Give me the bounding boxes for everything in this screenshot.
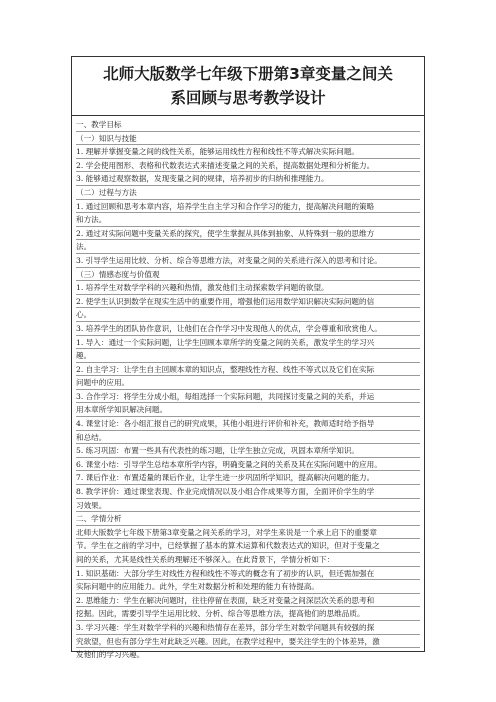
- text-line: 挖掘。因此，需要引导学生运用比较、分析、综合等思维方法，提高他们的思维品质。: [76, 607, 420, 621]
- text-line: 2. 思维能力：学生在解决问题时，往往停留在表面，缺乏对变量之间深层次关系的思考和: [76, 594, 420, 608]
- text-line: 一、教学目标: [76, 118, 420, 132]
- text-line: 1. 知识基础：大部分学生对线性方程和线性不等式的概念有了初步的认识，但还需加强在: [76, 567, 420, 581]
- text-line: 2. 通过对实际问题中变量关系的探究，使学生掌握从具体到抽象、从特殊到一般的思维方: [76, 227, 420, 241]
- document-title: [72, 57, 424, 116]
- text-line: （三）情感态度与价值观: [76, 268, 420, 282]
- text-line: 5. 练习巩固：布置一些具有代表性的练习题，让学生独立完成，巩固本章所学知识。: [76, 444, 420, 458]
- text-line: 3. 能够通过观察数据，发现变量之间的规律，培养初步的归纳和推理能力。: [76, 172, 420, 186]
- text-line: 2. 自主学习：让学生自主回顾本章的知识点，整理线性方程、线性不等式以及它们在实际: [76, 363, 420, 377]
- text-line: （一）知识与技能: [76, 132, 420, 146]
- text-line: 6. 课堂小结：引导学生总结本章所学内容，明确变量之间的关系及其在实际问题中的应用。: [76, 458, 420, 472]
- text-line: 趣。: [76, 349, 420, 363]
- text-line: 问题中的应用。: [76, 376, 420, 390]
- document-frame: [71, 56, 425, 660]
- text-line: 7. 课后作业：布置适量的课后作业，让学生进一步巩固所学知识，提高解决问题的能力。: [76, 471, 420, 485]
- text-line: 习效果。: [76, 499, 420, 513]
- text-line: 4. 课堂讨论：各小组汇报自己的研究成果，其他小组进行评价和补充，教师适时给予指导: [76, 417, 420, 431]
- text-line: 间的关系，尤其是线性关系的理解还不够深入。在此背景下，学情分析如下：: [76, 553, 420, 567]
- text-line: 北师大版数学七年级下册第3章变量之间关系的学习，对学生来说是一个承上启下的重要章: [76, 526, 420, 540]
- text-line: 发他们的学习兴趣。: [76, 650, 145, 660]
- text-line: 3. 引导学生运用比较、分析、综合等思维方法，对变量之间的关系进行深入的思考和讨论。: [76, 254, 420, 268]
- text-line: 和方法。: [76, 213, 420, 227]
- text-line: 节。学生在之前的学习中，已经掌握了基本的算术运算和代数表达式的知识，但对于变量之: [76, 539, 420, 553]
- text-line: 究欲望，但也有部分学生对此缺乏兴趣。因此，在教学过程中，要关注学生的个体差异，激: [76, 635, 420, 649]
- text-line: 1. 通过回顾和思考本章内容，培养学生自主学习和合作学习的能力，提高解决问题的策略: [76, 200, 420, 214]
- title-line-2: 系回顾与思考教学设计: [170, 89, 326, 107]
- text-line: 1. 理解并掌握变量之间的线性关系，能够运用线性方程和线性不等式解决实际问题。: [76, 145, 420, 159]
- text-line: 和总结。: [76, 431, 420, 445]
- text-line: 法。: [76, 240, 420, 254]
- text-line: （二）过程与方法: [76, 186, 420, 200]
- text-line: 3. 学习兴趣：学生对数学学科的兴趣和热情存在差异，部分学生对数学问题具有较强的探: [76, 621, 420, 635]
- text-line: 用本章所学知识解决问题。: [76, 403, 420, 417]
- document-body: [72, 116, 424, 662]
- text-line: 2. 学会使用图形、表格和代数表达式来描述变量之间的关系，提高数据处理和分析能力。: [76, 159, 420, 173]
- text-line: 二、学情分析: [76, 512, 420, 526]
- text-line: 8. 教学评价：通过课堂表现、作业完成情况以及小组合作成果等方面，全面评价学生的学: [76, 485, 420, 499]
- text-line: 3. 培养学生的团队协作意识，让他们在合作学习中发现他人的优点，学会尊重和欣赏他人。: [76, 322, 420, 336]
- text-line: 1. 导入：通过一个实际问题，让学生回顾本章所学的变量之间的关系，激发学生的学习兴: [76, 336, 420, 350]
- text-line: 1. 培养学生对数学学科的兴趣和热情，激发他们主动探索数学问题的欲望。: [76, 281, 420, 295]
- text-line: 实际问题中的应用能力。此外，学生对数据分析和处理的能力有待提高。: [76, 580, 420, 594]
- title-line-1: 北师大版数学七年级下册第3章变量之间关: [103, 65, 393, 83]
- text-line: 3. 合作学习：将学生分成小组，每组选择一个实际问题，共同探讨变量之间的关系，并运: [76, 390, 420, 404]
- text-line: 2. 使学生认识到数学在现实生活中的重要作用，增强他们运用数学知识解决实际问题的信: [76, 295, 420, 309]
- text-line: 心。: [76, 308, 420, 322]
